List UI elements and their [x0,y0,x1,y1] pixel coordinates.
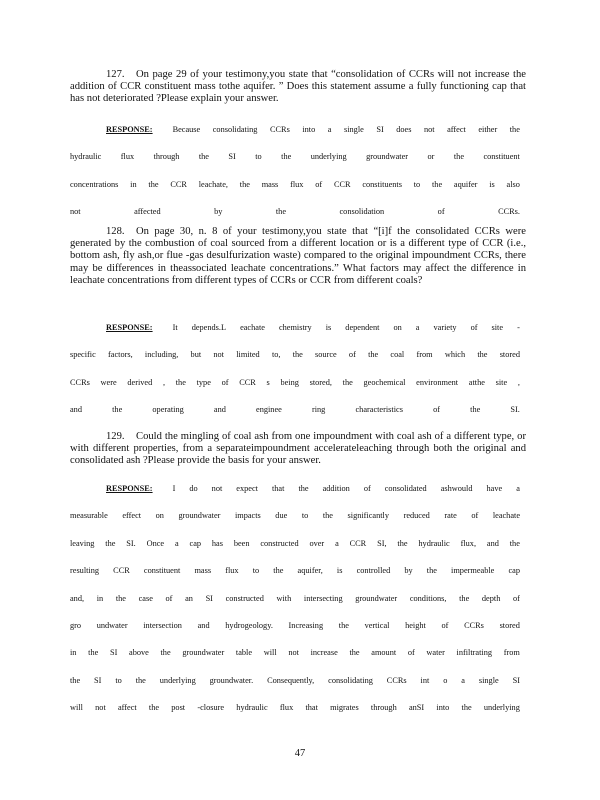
response-word: of [441,621,449,631]
response-word: undwater [96,621,128,631]
question-number: 128. [106,226,125,237]
response-word: SI, [377,538,387,548]
response-127 [70,116,520,226]
question-text: On page 29 of your testimony,you state that “consolidation of CCRs will not increase the addition of CCR constituent mass tothe aquifer. ” Does this statement assume a fully functioning cap that has not deteriorated ?Please explain your answer. [70,69,526,105]
response-word: affected [134,207,161,217]
response-word: does [396,125,412,134]
response-word: groundwater [178,511,221,521]
response-word: eachate [240,323,265,332]
response-word: the [198,152,209,162]
response-word: a [174,538,179,548]
response-word: through [153,152,180,162]
response-word: constructed [225,593,264,603]
response-word: a [335,538,339,548]
response-word: CCR [239,377,256,387]
response-word: , [517,377,520,387]
response-word: single [343,125,364,134]
response-line [70,502,520,529]
question-text: Could the mingling of coal ash from one impoundment with coal ash of a different type, or with different properties, from a separateimpoundment accelerateleaching through both the original and consolidated ash ?Please provide the basis for your answer. [70,431,526,467]
response-word: and [197,621,210,631]
response-word: , [162,377,166,387]
response-word: source [315,350,337,360]
response-word: have [486,484,503,493]
response-word: impermeable [451,566,495,576]
response-word: leachate, [198,179,228,189]
response-word: leachate [492,511,520,521]
response-word: underlying [310,152,347,162]
response-text [173,116,520,143]
response-word: leaving [70,538,95,548]
response-word: the [432,179,443,189]
response-line [70,585,520,612]
response-word: table [235,648,253,658]
response-word: expect [236,484,258,493]
response-word: rate [444,511,457,521]
question-127 [70,69,526,106]
response-word: variety [433,323,457,332]
response-word: limited [236,350,260,360]
response-word: the [322,511,333,521]
response-word: mass [194,566,212,576]
response-word: to [413,179,421,189]
response-word: into [302,125,316,134]
response-128 [70,314,520,424]
response-line [70,198,520,225]
response-word: Once [146,538,165,548]
response-word: gro [70,621,82,631]
response-word: through [370,703,397,713]
response-word: CCRs [464,621,484,631]
response-word: Because [172,125,201,134]
response-label: RESPONSE: [106,323,153,332]
response-word: into [436,703,450,713]
response-word: of [470,323,478,332]
response-word: of [433,405,440,415]
response-word: case [138,593,153,603]
response-word: intersection [143,621,182,631]
response-word: due [275,511,288,521]
response-word: height [405,621,426,631]
response-word: in [70,648,77,658]
response-word: either [478,125,498,134]
response-word: the [426,566,437,576]
response-word: enginee [256,405,282,415]
response-word: SI [512,675,520,685]
response-word: that [305,703,318,713]
response-word: SI. [126,538,136,548]
response-word: single [478,675,499,685]
response-line [70,639,520,666]
question-number: 127. [106,69,125,80]
response-word: the [135,675,146,685]
response-word: affect [117,703,137,713]
response-word: water [426,648,445,658]
response-word: hydrogeology. [225,621,273,631]
response-word: of [165,593,173,603]
response-word: -closure [197,703,225,713]
response-word: of [512,593,520,603]
response-word: the [342,377,353,387]
response-word: derived [127,377,153,387]
response-word: intersecting [303,593,343,603]
response-word: groundwater. [209,675,254,685]
response-word: CCR [113,566,130,576]
response-line [70,557,520,584]
response-word: to [252,566,260,576]
response-word: reduced [403,511,430,521]
response-word: groundwater [182,648,225,658]
response-word: SI [376,125,384,134]
question-text: On page 30, n. 8 of your testimony,you state that “[i]f the consolidated CCRs were generated by the combustion of coal sourced from a different location or is a different type of CCR (i.e., bottom ash, fly ash,or flue -gas desulfurization waste) compared to the original impoundment CCRs, there may be differences in theassociated leachate concentrations.” What factors may affect the difference in leachate concentrations from different types of CCRs or CCR from different coals? [70,226,526,286]
response-word: hydraulic [418,538,450,548]
response-word: aquifer [453,179,478,189]
response-word: stored [499,621,520,631]
response-word: a [516,484,520,493]
response-word: on [393,323,402,332]
response-word: factors, [108,350,133,360]
response-word: - [517,323,520,332]
response-word: by [404,566,413,576]
response-word: effect [122,511,142,521]
response-word: CCRs [269,125,290,134]
response-word: flux [279,703,294,713]
response-word: increase [310,648,338,658]
response-word: groundwater [366,152,409,162]
response-word: the [453,152,464,162]
response-word: CCR [333,179,351,189]
response-line [70,612,520,639]
response-word: depth [481,593,501,603]
response-word: geochemical [363,377,406,387]
response-line [70,143,520,170]
response-word: underlying [159,675,196,685]
response-word: above [129,648,149,658]
response-word: ashwould [440,484,473,493]
response-word: is [489,179,495,189]
response-word: aquifer, [297,566,323,576]
response-word: anSI [408,703,425,713]
response-word: a [327,125,332,134]
response-word: from [416,350,433,360]
response-word: the [349,648,360,658]
response-word: and [486,538,499,548]
response-word: resulting [70,566,100,576]
response-text [173,475,520,502]
response-word: of [437,207,445,217]
response-word: specific [70,350,96,360]
response-word: being [280,377,299,387]
response-word: consolidating [212,125,258,134]
response-word: the [70,675,81,685]
response-word: underlying [483,703,520,713]
response-word: also [506,179,520,189]
response-word: environment [416,377,459,387]
response-word: of [407,648,415,658]
response-word: and, [70,593,85,603]
response-word: of [363,484,371,493]
response-word: concentrations [70,179,119,189]
response-word: hydraulic [70,152,102,162]
response-word: I [172,484,176,493]
response-word: cap [508,566,520,576]
response-word: the [397,538,408,548]
response-word: the [175,377,186,387]
response-word: the [509,538,520,548]
response-word: that [271,484,285,493]
response-word: SI [228,152,236,162]
response-word: constituents [362,179,402,189]
response-word: been [233,538,250,548]
response-word: Consequently, [267,675,315,685]
response-word: were [100,377,117,387]
response-word: the [148,179,159,189]
response-word: to, [271,350,281,360]
response-word: constituent [143,566,181,576]
response-word: consolidating [328,675,373,685]
response-word: the [160,648,171,658]
response-word: type [196,377,211,387]
response-line [70,314,520,341]
response-word: the [509,125,520,134]
response-word: CCRs [386,675,407,685]
response-word: CCR [170,179,187,189]
response-line [70,694,520,721]
response-word: over [309,538,325,548]
response-word: stored, [309,377,332,387]
question-128 [70,226,526,287]
response-word: amount [371,648,397,658]
response-word: consolidated [384,484,427,493]
response-word: groundwater [355,593,398,603]
response-word: not [211,484,223,493]
response-word: the [281,152,292,162]
response-word: the [292,350,303,360]
response-line [70,341,520,368]
response-word: of [471,511,479,521]
response-word: CCR [349,538,367,548]
response-word: by [214,207,223,217]
response-word: s [266,377,270,387]
response-word: the [88,648,99,658]
response-word: the [273,566,284,576]
response-word: the [368,350,379,360]
response-word: and [70,405,82,415]
response-word: significantly [347,511,390,521]
response-word: addition [322,484,350,493]
response-word: will [263,648,277,658]
response-word: not [288,648,299,658]
response-word: the [470,405,481,415]
response-word: stored [499,350,520,360]
response-word: Increasing [288,621,324,631]
response-word: SI. [510,405,520,415]
response-word: controlled [356,566,391,576]
response-129 [70,475,520,722]
response-word: a [461,675,465,685]
response-word: flux [120,152,135,162]
response-word: flux, [460,538,477,548]
response-word: or [427,152,435,162]
response-word: characteristics [355,405,403,415]
response-word: not [423,125,435,134]
response-word: SI [109,648,118,658]
response-word: the [275,207,287,217]
response-word: the [239,179,250,189]
response-word: a [415,323,420,332]
response-word: the [148,703,160,713]
response-word: cap [189,538,202,548]
response-word: constructed [260,538,299,548]
response-word: do [189,484,198,493]
response-word: affect [447,125,466,134]
response-label: RESPONSE: [106,125,153,134]
response-word: the [461,703,472,713]
response-word: and [213,405,226,415]
response-word: an [185,593,193,603]
question-number: 129. [106,431,125,442]
response-word: the [112,405,123,415]
response-word: flux [225,566,239,576]
response-word: SI [205,593,213,603]
response-word: with [276,593,292,603]
response-word: consolidation [339,207,385,217]
response-word: which [444,350,466,360]
response-word: operating [152,405,184,415]
response-line [70,116,520,143]
response-word: to [255,152,262,162]
response-word: depends.L [191,323,227,332]
response-word: int [420,675,430,685]
response-line [70,530,520,557]
response-word: of [221,377,229,387]
response-word: the [459,593,470,603]
response-line [70,475,520,502]
response-word: impacts [234,511,261,521]
response-line [70,667,520,694]
response-word: to [115,675,122,685]
response-word: the [115,593,126,603]
response-word: site [491,323,504,332]
response-word: in [96,593,104,603]
response-word: has [211,538,223,548]
response-word: the [298,484,309,493]
response-word: CCRs. [498,207,520,217]
response-word: of [348,350,356,360]
response-word: is [325,323,332,332]
response-line [70,171,520,198]
question-129 [70,431,526,468]
response-word: conditions, [409,593,447,603]
response-word: not [213,350,224,360]
response-word: not [70,207,81,217]
page-number: 47 [294,748,306,759]
response-label: RESPONSE: [106,484,153,493]
response-word: flux [290,179,304,189]
response-word: It [172,323,178,332]
response-word: post [171,703,186,713]
response-word: constituent [483,152,520,162]
response-word: hydraulic [236,703,268,713]
response-word: but [190,350,202,360]
response-word: the [105,538,116,548]
response-word: not [95,703,106,713]
response-word: atthe [468,377,485,387]
response-word: on [155,511,164,521]
response-word: dependent [345,323,380,332]
response-word: coal [390,350,405,360]
response-word: SI [94,675,102,685]
response-word: measurable [70,511,108,521]
response-line [70,396,520,423]
response-word: the [338,621,349,631]
response-word: including, [144,350,179,360]
response-word: infiltrating [456,648,493,658]
response-word: mass [261,179,279,189]
response-word: from [503,648,520,658]
response-word: is [336,566,343,576]
response-word: o [443,675,448,685]
response-word: vertical [364,621,390,631]
response-word: the [477,350,488,360]
response-line [70,369,520,396]
response-text [173,314,520,341]
response-word: of [315,179,323,189]
response-word: site [495,377,508,387]
response-word: will [70,703,83,713]
response-word: to [301,511,309,521]
response-word: migrates [330,703,359,713]
response-word: in [130,179,137,189]
response-word: CCRs [70,377,90,387]
response-word: ring [311,405,326,415]
response-word: chemistry [278,323,312,332]
